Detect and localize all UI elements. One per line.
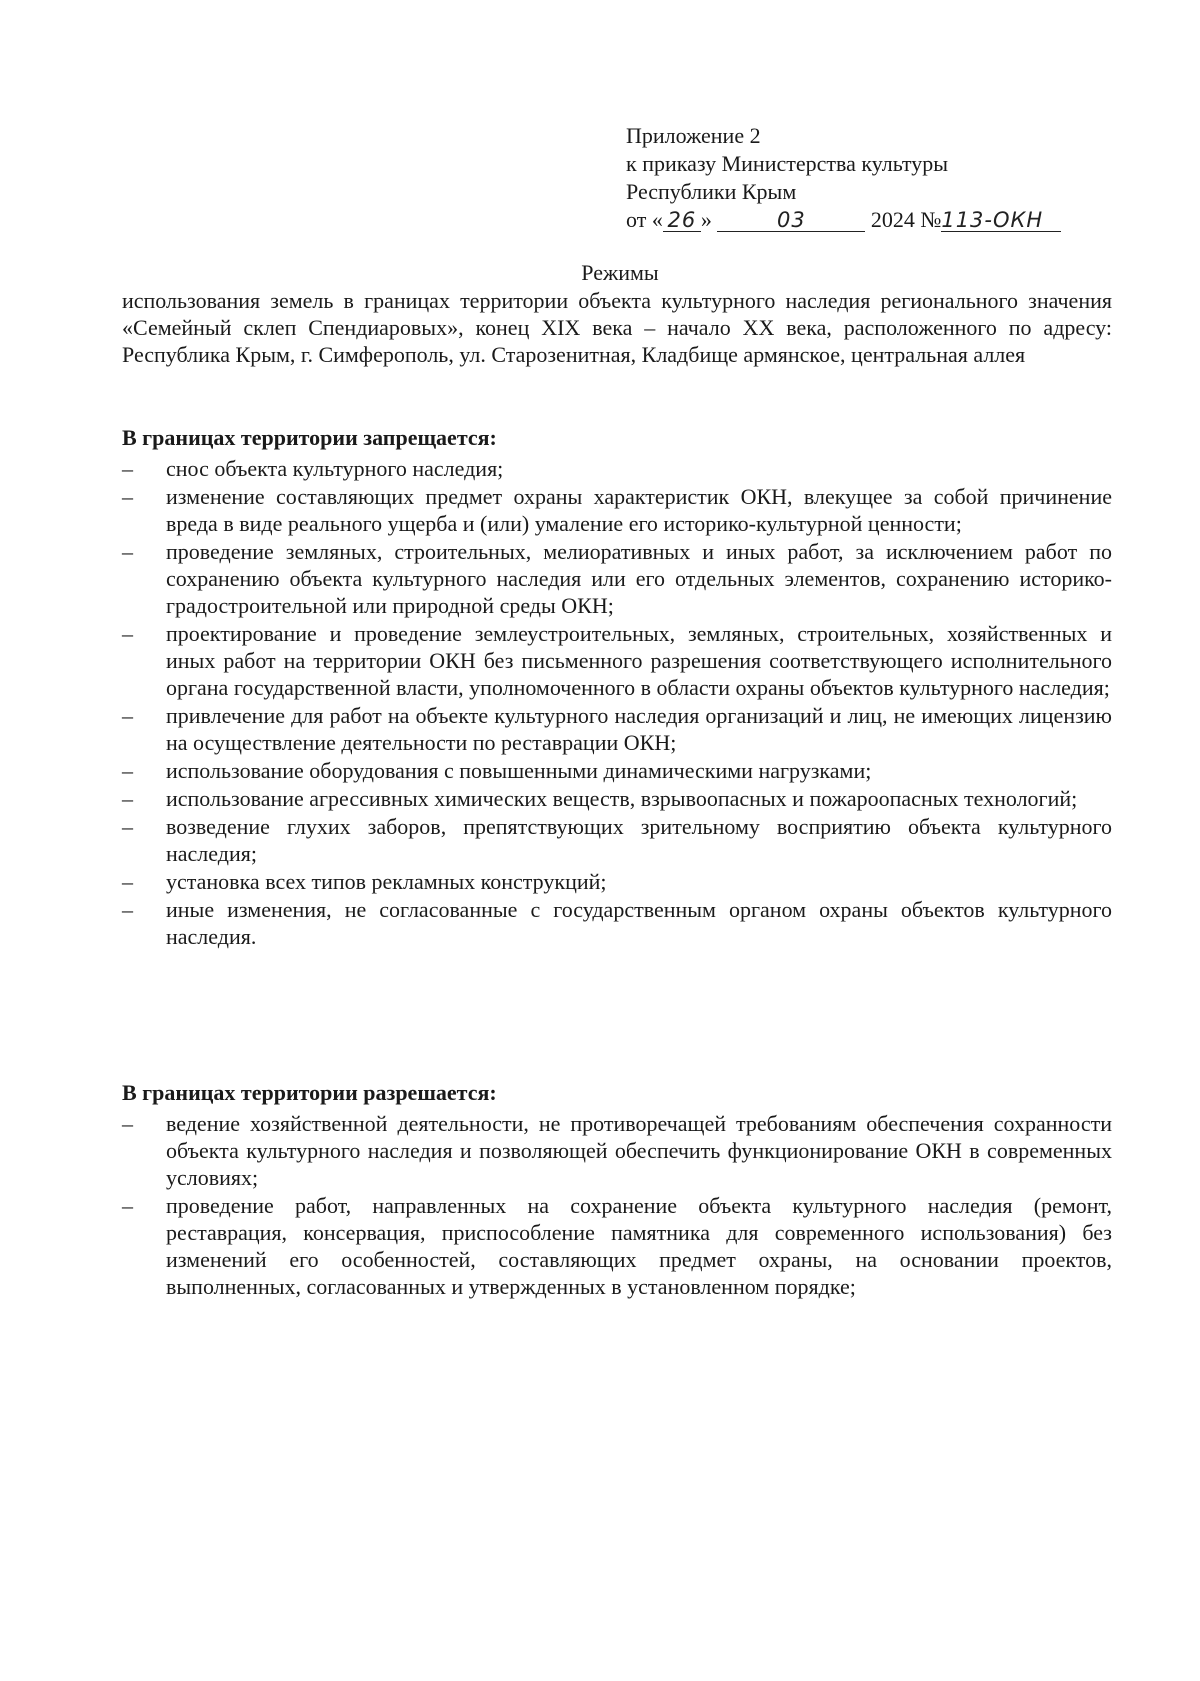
allowed-item-text: проведение работ, направленных на сохранение объекта культурного наследия (ремонт, реставрация, консервация, приспособление памятника для современного использования) без изменений его особенностей, составляющих предмет охраны, на основании проектов, выполненных, согласованных и утвержденных в установленном порядке;	[166, 1193, 1112, 1299]
list-bullet: –	[122, 1193, 133, 1218]
prohibited-section	[122, 424, 1112, 951]
prohibited-item-text: снос объекта культурного наследия;	[166, 456, 504, 481]
allowed-list	[122, 1110, 1112, 1300]
date-month-handwritten: 03	[717, 209, 865, 232]
appendix-date-line	[626, 206, 1106, 234]
prohibited-item	[122, 483, 1112, 537]
prohibited-item	[122, 785, 1112, 812]
list-bullet: –	[122, 897, 133, 922]
list-bullet: –	[122, 1111, 133, 1136]
list-bullet: –	[122, 484, 133, 509]
date-day-close: »	[700, 207, 712, 232]
date-year: 2024 №	[870, 207, 942, 232]
order-number-handwritten: 113-ОКН	[941, 209, 1061, 232]
appendix-reference	[626, 122, 1106, 234]
appendix-line-2: к приказу Министерства культуры	[626, 151, 949, 176]
prohibited-item-text: проведение земляных, строительных, мелиоративных и иных работ, за исключением работ по сохранению объекта культурного наследия или его отдельных элементов, сохранению историко-градостроительной или природной среды ОКН;	[166, 539, 1112, 618]
list-bullet: –	[122, 758, 133, 783]
allowed-item-text: ведение хозяйственной деятельности, не противоречащей требованиям обеспечения сохранности объекта культурного наследия и позволяющей обеспечить функционирование ОКН в современных условиях;	[166, 1111, 1112, 1190]
prohibited-heading: В границах территории запрещается:	[122, 425, 497, 450]
prohibited-list	[122, 455, 1112, 950]
prohibited-item-text: иные изменения, не согласованные с государственным органом охраны объектов культурного наследия.	[166, 897, 1112, 949]
prohibited-item	[122, 813, 1112, 867]
prohibited-item	[122, 868, 1112, 895]
prohibited-item	[122, 620, 1112, 701]
prohibited-item	[122, 757, 1112, 784]
appendix-line-3: Республики Крым	[626, 179, 797, 204]
document-title: Режимы	[581, 260, 659, 285]
list-bullet: –	[122, 786, 133, 811]
prohibited-item	[122, 538, 1112, 619]
prohibited-item-text: использование оборудования с повышенными динамическими нагрузками;	[166, 758, 872, 783]
appendix-line-1: Приложение 2	[626, 123, 761, 148]
list-bullet: –	[122, 869, 133, 894]
prohibited-item-text: изменение составляющих предмет охраны характеристик ОКН, влекущее за собой причинение вреда в виде реального ущерба и (или) умаление его историко-культурной ценности;	[166, 484, 1112, 536]
prohibited-item	[122, 702, 1112, 756]
allowed-section	[122, 1079, 1112, 1301]
list-bullet: –	[122, 703, 133, 728]
prohibited-item-text: использование агрессивных химических веществ, взрывоопасных и пожароопасных технологий;	[166, 786, 1078, 811]
prohibited-item-text: возведение глухих заборов, препятствующих зрительному восприятию объекта культурного наследия;	[166, 814, 1112, 866]
prohibited-item-text: установка всех типов рекламных конструкций;	[166, 869, 607, 894]
list-bullet: –	[122, 814, 133, 839]
list-bullet: –	[122, 539, 133, 564]
document-subtitle: использования земель в границах территории объекта культурного наследия регионального значения «Семейный склеп Спендиаровых», конец XIX века – начало XX века, расположенного по адресу: Республика Крым, г. Симферополь, ул. Старозенитная, Кладбище армянское, центральная аллея	[122, 288, 1112, 367]
date-prefix: от «	[626, 207, 663, 232]
prohibited-item	[122, 455, 1112, 482]
prohibited-item-text: проектирование и проведение землеустроительных, земляных, строительных, хозяйственных и иных работ на территории ОКН без письменного разрешения соответствующего исполнительного органа государственной власти, уполномоченного в области охраны объектов культурного наследия;	[166, 621, 1112, 700]
list-bullet: –	[122, 456, 133, 481]
prohibited-item	[122, 896, 1112, 950]
allowed-heading: В границах территории разрешается:	[122, 1080, 497, 1105]
prohibited-item-text: привлечение для работ на объекте культурного наследия организаций и лиц, не имеющих лицензию на осуществление деятельности по реставрации ОКН;	[166, 703, 1112, 755]
date-day-handwritten: 26	[663, 209, 701, 232]
allowed-item	[122, 1110, 1112, 1191]
list-bullet: –	[122, 621, 133, 646]
allowed-item	[122, 1192, 1112, 1300]
